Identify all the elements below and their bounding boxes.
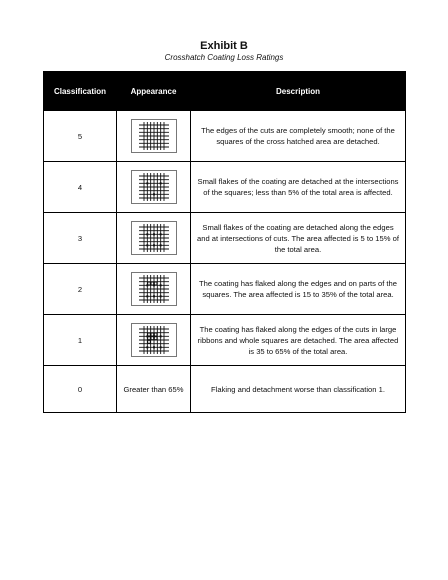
- crosshatch-swatch-icon: [131, 119, 177, 153]
- crosshatch-swatch-icon: [131, 221, 177, 255]
- table-row: [44, 366, 406, 413]
- description-cell: Flaking and detachment worse than classification 1.: [191, 366, 406, 413]
- description-cell: Small flakes of the coating are detached at the intersections of the squares; less than 5% of the total area is affected.: [191, 162, 406, 213]
- title-block: [0, 40, 448, 63]
- appearance-cell: [117, 162, 191, 213]
- crosshatch-swatch-icon: [131, 170, 177, 204]
- appearance-cell: [117, 111, 191, 162]
- description-cell: The coating has flaked along the edges and on parts of the squares. The area affected is 15 to 35% of the total area.: [191, 264, 406, 315]
- table-row: [44, 264, 406, 315]
- description-cell: The coating has flaked along the edges of the cuts in large ribbons and whole squares are detached. The area affected is 35 to 65% of the total area.: [191, 315, 406, 366]
- crosshatch-swatch-icon: [131, 323, 177, 357]
- crosshatch-swatch-icon: [131, 272, 177, 306]
- header-appearance: Appearance: [117, 72, 191, 111]
- table-row: [44, 213, 406, 264]
- document-title: Exhibit B: [200, 40, 248, 52]
- table-row: [44, 162, 406, 213]
- document-subtitle: Crosshatch Coating Loss Ratings: [164, 53, 284, 62]
- header-classification: Classification: [44, 72, 117, 111]
- table-row: [44, 315, 406, 366]
- description-cell: Small flakes of the coating are detached along the edges and at intersections of cuts. The area affected is 5 to 15% of the total area.: [191, 213, 406, 264]
- table-row: [44, 111, 406, 162]
- header-description: Description: [191, 72, 406, 111]
- classification-cell: 5: [44, 111, 117, 162]
- header-row: [44, 72, 406, 111]
- appearance-cell: Greater than 65%: [117, 366, 191, 413]
- crosshatch-ratings-table: [43, 71, 406, 413]
- description-cell: The edges of the cuts are completely smooth; none of the squares of the cross hatched area are detached.: [191, 111, 406, 162]
- appearance-cell: [117, 264, 191, 315]
- classification-cell: 1: [44, 315, 117, 366]
- classification-cell: 3: [44, 213, 117, 264]
- appearance-cell: [117, 213, 191, 264]
- classification-cell: 2: [44, 264, 117, 315]
- classification-cell: 0: [44, 366, 117, 413]
- appearance-cell: [117, 315, 191, 366]
- classification-cell: 4: [44, 162, 117, 213]
